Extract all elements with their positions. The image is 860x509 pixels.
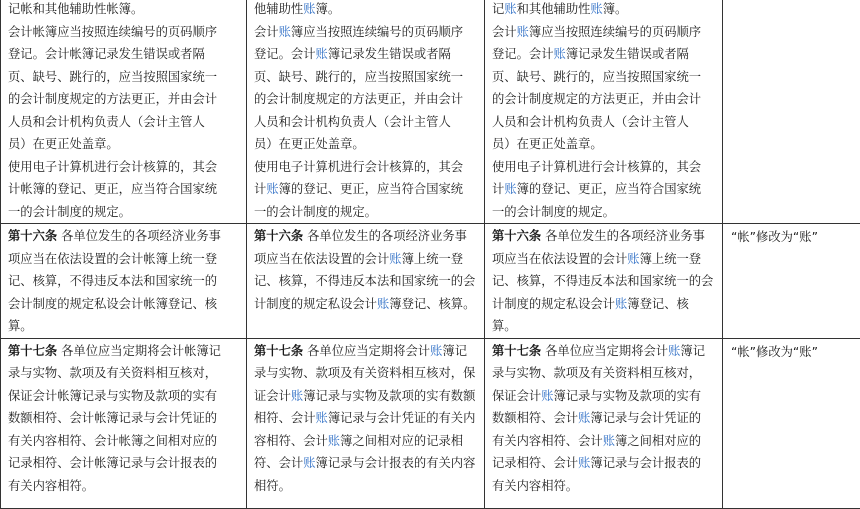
text-line	[8, 293, 242, 316]
text-segment: 记录相符、会计	[492, 456, 578, 470]
text-segment: 簿的登记、更正，应当符合国家统	[279, 182, 463, 196]
text-line	[731, 341, 856, 364]
text-line	[254, 0, 480, 21]
text-segment: 计帐簿的登记、更正，应当符合国家统	[8, 182, 217, 196]
highlighted-char: 账	[627, 252, 639, 266]
text-line	[492, 248, 718, 271]
text-segment: 会计制度的规定私设会计帐簿登记、核	[8, 297, 217, 311]
text-line	[492, 270, 718, 293]
text-line	[492, 452, 718, 475]
highlighted-char: 账	[303, 456, 315, 470]
text-segment: 页、缺号、跳行的，应当按照国家统一	[8, 70, 217, 84]
text-segment: 一的会计制度的规定。	[492, 205, 615, 219]
article-number: 第十七条	[254, 344, 303, 358]
text-line	[254, 66, 480, 89]
text-line	[8, 315, 242, 338]
text-line	[492, 362, 718, 385]
cell-new-text	[485, 224, 723, 339]
text-line	[254, 43, 480, 66]
highlighted-char: 账	[668, 344, 680, 358]
text-segment: 记	[492, 2, 504, 16]
highlighted-char: 账	[291, 389, 303, 403]
text-segment: 有关内容相符。	[8, 479, 94, 493]
text-segment: 各单位应当定期将会计	[541, 344, 668, 358]
text-segment: 簿记录与实物及款项的实有数额	[303, 389, 475, 403]
text-line	[254, 385, 480, 408]
text-line	[254, 340, 480, 363]
text-segment: 项应当在依法设置的会计	[492, 252, 627, 266]
text-segment: 簿记录与实物及款项的实有	[554, 389, 702, 403]
text-line	[8, 111, 242, 134]
article-number: 第十六条	[8, 229, 57, 243]
text-segment: 数额相符、会计	[492, 411, 578, 425]
text-line	[8, 475, 242, 498]
highlighted-char: 账	[578, 456, 590, 470]
highlighted-char: 账	[377, 297, 389, 311]
text-segment: 证会计	[254, 389, 291, 403]
text-segment: 簿应当按照连续编号的页码顺序	[529, 25, 701, 39]
article-number: 第十六条	[492, 229, 541, 243]
text-line	[254, 248, 480, 271]
text-line	[254, 362, 480, 385]
text-line	[492, 156, 718, 179]
text-segment: 员）在更正处盖章。	[8, 137, 119, 151]
text-line	[254, 156, 480, 179]
text-line	[492, 21, 718, 44]
text-line	[8, 430, 242, 453]
cell-draft-text	[247, 338, 485, 508]
text-segment: 算。	[492, 319, 517, 333]
text-line	[492, 293, 718, 316]
text-segment: 算。	[8, 319, 33, 333]
text-segment: 记、核算，不得违反本法和国家统一的	[8, 274, 217, 288]
cell-old-text	[1, 224, 247, 339]
text-segment: “帐”修改为“账”	[731, 345, 818, 359]
table-row-continuation	[1, 0, 860, 224]
highlighted-char: 账	[578, 411, 590, 425]
table-body	[1, 0, 860, 508]
highlighted-char: 账	[328, 434, 340, 448]
table-row-article-17	[1, 338, 860, 508]
cell-draft-text	[247, 224, 485, 339]
cell-note	[723, 0, 860, 224]
highlighted-char: 账	[554, 47, 566, 61]
text-segment: 和其他辅助性	[517, 2, 591, 16]
text-line	[492, 178, 718, 201]
text-segment: 登记。会计	[492, 47, 554, 61]
text-line	[492, 340, 718, 363]
text-line	[8, 270, 242, 293]
text-line	[254, 270, 480, 293]
text-segment: 簿应当按照连续编号的页码顺序	[291, 25, 463, 39]
text-segment: 一的会计制度的规定。	[254, 205, 377, 219]
cell-note	[723, 338, 860, 508]
text-segment: 簿。	[603, 2, 628, 16]
text-line	[492, 43, 718, 66]
text-line	[254, 452, 480, 475]
highlighted-char: 账	[316, 47, 328, 61]
text-line	[8, 88, 242, 111]
text-segment: 一的会计制度的规定。	[8, 205, 131, 219]
highlighted-char: 账	[279, 25, 291, 39]
text-line	[8, 407, 242, 430]
text-segment: 的会计制度规定的方法更正，并由会计	[254, 92, 463, 106]
text-line	[254, 133, 480, 156]
highlighted-char: 账	[303, 2, 315, 16]
text-segment: 簿记录与会计报表的有关内容	[316, 456, 476, 470]
text-segment: 使用电子计算机进行会计核算的，其会	[254, 160, 463, 174]
text-segment: 簿记录与会计凭证的有关内	[328, 411, 476, 425]
text-segment: 页、缺号、跳行的，应当按照国家统一	[492, 70, 701, 84]
text-line	[8, 225, 242, 248]
text-segment: 记录相符、会计帐簿记录与会计报表的	[8, 456, 217, 470]
text-segment: 各单位发生的各项经济业务事	[57, 229, 221, 243]
text-line	[731, 226, 856, 249]
text-line	[8, 362, 242, 385]
text-line	[492, 133, 718, 156]
text-segment: 录与实物、款项及有关资料相互核对，保	[254, 366, 475, 380]
text-segment: 各单位发生的各项经济业务事	[303, 229, 467, 243]
text-segment: 有关内容相符、会计	[492, 434, 603, 448]
highlighted-char: 账	[504, 2, 516, 16]
article-number: 第十七条	[8, 344, 57, 358]
text-segment: 记、核算，不得违反本法和国家统一的会	[254, 274, 475, 288]
article-number: 第十六条	[254, 229, 303, 243]
text-line	[492, 66, 718, 89]
text-segment: 簿之间相对应的记录相	[340, 434, 463, 448]
text-segment: 计制度的规定私设会计	[254, 297, 377, 311]
text-line	[492, 475, 718, 498]
text-segment: “帐”修改为“账”	[731, 230, 818, 244]
cell-new-text	[485, 0, 723, 224]
table-row-article-16	[1, 224, 860, 339]
text-segment: 簿之间相对应的	[615, 434, 701, 448]
text-line	[8, 201, 242, 224]
highlighted-char: 账	[430, 344, 442, 358]
text-segment: 簿的登记、更正，应当符合国家统	[517, 182, 701, 196]
text-segment: 员）在更正处盖章。	[492, 137, 603, 151]
text-line	[254, 201, 480, 224]
highlighted-char: 账	[615, 297, 627, 311]
text-segment: 簿记录与会计报表的	[590, 456, 701, 470]
text-line	[8, 0, 242, 21]
text-line	[492, 0, 718, 21]
text-segment: 项应当在依法设置的会计帐簿上统一登	[8, 252, 217, 266]
text-segment: 簿记	[442, 344, 467, 358]
highlighted-char: 账	[541, 389, 553, 403]
text-line	[254, 430, 480, 453]
text-segment: 簿。	[316, 2, 341, 16]
text-line	[492, 430, 718, 453]
text-segment: 簿记	[680, 344, 705, 358]
text-segment: 会计	[492, 25, 517, 39]
text-line	[254, 293, 480, 316]
text-line	[492, 201, 718, 224]
text-segment: 登记。会计	[254, 47, 316, 61]
highlighted-char: 账	[517, 25, 529, 39]
text-segment: 会计	[254, 25, 279, 39]
text-segment: 人员和会计机构负责人（会计主管人	[254, 115, 451, 129]
text-line	[254, 407, 480, 430]
text-segment: 计	[492, 182, 504, 196]
text-segment: 项应当在依法设置的会计	[254, 252, 389, 266]
text-segment: 保证会计帐簿记录与实物及款项的实有	[8, 389, 217, 403]
cell-old-text	[1, 0, 247, 224]
text-segment: 簿记录发生错误或者隔	[328, 47, 451, 61]
text-segment: 各单位应当定期将会计	[303, 344, 430, 358]
text-line	[254, 475, 480, 498]
text-segment: 各单位应当定期将会计帐簿记	[57, 344, 221, 358]
text-segment: 他辅助性	[254, 2, 303, 16]
cell-draft-text	[247, 0, 485, 224]
text-line	[492, 111, 718, 134]
text-line	[254, 88, 480, 111]
text-segment: 簿记录发生错误或者隔	[566, 47, 689, 61]
text-segment: 录与实物、款项及有关资料相互核对，	[492, 366, 701, 380]
text-segment: 簿登记、核	[627, 297, 689, 311]
text-line	[254, 178, 480, 201]
text-segment: 符、会计	[254, 456, 303, 470]
text-segment: 使用电子计算机进行会计核算的，其会	[8, 160, 217, 174]
text-segment: 员）在更正处盖章。	[254, 137, 365, 151]
cell-new-text	[485, 338, 723, 508]
text-segment: 各单位发生的各项经济业务事	[541, 229, 705, 243]
article-number: 第十七条	[492, 344, 541, 358]
text-segment: 登记。会计帐簿记录发生错误或者隔	[8, 47, 205, 61]
text-segment: 的会计制度规定的方法更正，并由会计	[8, 92, 217, 106]
text-segment: 人员和会计机构负责人（会计主管人	[492, 115, 689, 129]
text-segment: 的会计制度规定的方法更正，并由会计	[492, 92, 701, 106]
text-line	[492, 225, 718, 248]
highlighted-char: 账	[266, 182, 278, 196]
text-line	[492, 88, 718, 111]
text-line	[254, 225, 480, 248]
text-line	[8, 66, 242, 89]
text-line	[8, 452, 242, 475]
highlighted-char: 账	[504, 182, 516, 196]
text-segment: 数额相符、会计帐簿记录与会计凭证的	[8, 411, 217, 425]
highlighted-char: 账	[316, 411, 328, 425]
text-line	[8, 248, 242, 271]
text-line	[492, 407, 718, 430]
text-segment: 会计帐簿应当按照连续编号的页码顺序	[8, 25, 217, 39]
text-segment: 人员和会计机构负责人（会计主管人	[8, 115, 205, 129]
text-line	[8, 340, 242, 363]
text-line	[254, 21, 480, 44]
text-segment: 簿记录与会计凭证的	[590, 411, 701, 425]
text-segment: 使用电子计算机进行会计核算的，其会	[492, 160, 701, 174]
text-segment: 记、核算，不得违反本法和国家统一的会	[492, 274, 713, 288]
text-line	[8, 156, 242, 179]
text-line	[8, 21, 242, 44]
text-segment: 有关内容相符。	[492, 479, 578, 493]
text-line	[254, 111, 480, 134]
text-segment: 簿上统一登	[402, 252, 464, 266]
text-segment: 计制度的规定私设会计	[492, 297, 615, 311]
text-segment: 保证会计	[492, 389, 541, 403]
highlighted-char: 账	[590, 2, 602, 16]
text-segment: 相符。	[254, 479, 291, 493]
cell-old-text	[1, 338, 247, 508]
text-segment: 容相符、会计	[254, 434, 328, 448]
text-line	[8, 178, 242, 201]
text-line	[8, 385, 242, 408]
text-line	[8, 43, 242, 66]
highlighted-char: 账	[389, 252, 401, 266]
text-segment: 簿登记、核算。	[389, 297, 475, 311]
text-segment: 记帐和其他辅助性帐簿。	[8, 2, 143, 16]
text-segment: 页、缺号、跳行的，应当按照国家统一	[254, 70, 463, 84]
text-segment: 簿上统一登	[640, 252, 702, 266]
text-line	[492, 385, 718, 408]
highlighted-char: 账	[603, 434, 615, 448]
text-line	[8, 133, 242, 156]
text-segment: 相符、会计	[254, 411, 316, 425]
text-segment: 录与实物、款项及有关资料相互核对，	[8, 366, 217, 380]
cell-note	[723, 224, 860, 339]
text-segment: 计	[254, 182, 266, 196]
text-line	[492, 315, 718, 338]
text-segment: 有关内容相符、会计帐簿之间相对应的	[8, 434, 217, 448]
